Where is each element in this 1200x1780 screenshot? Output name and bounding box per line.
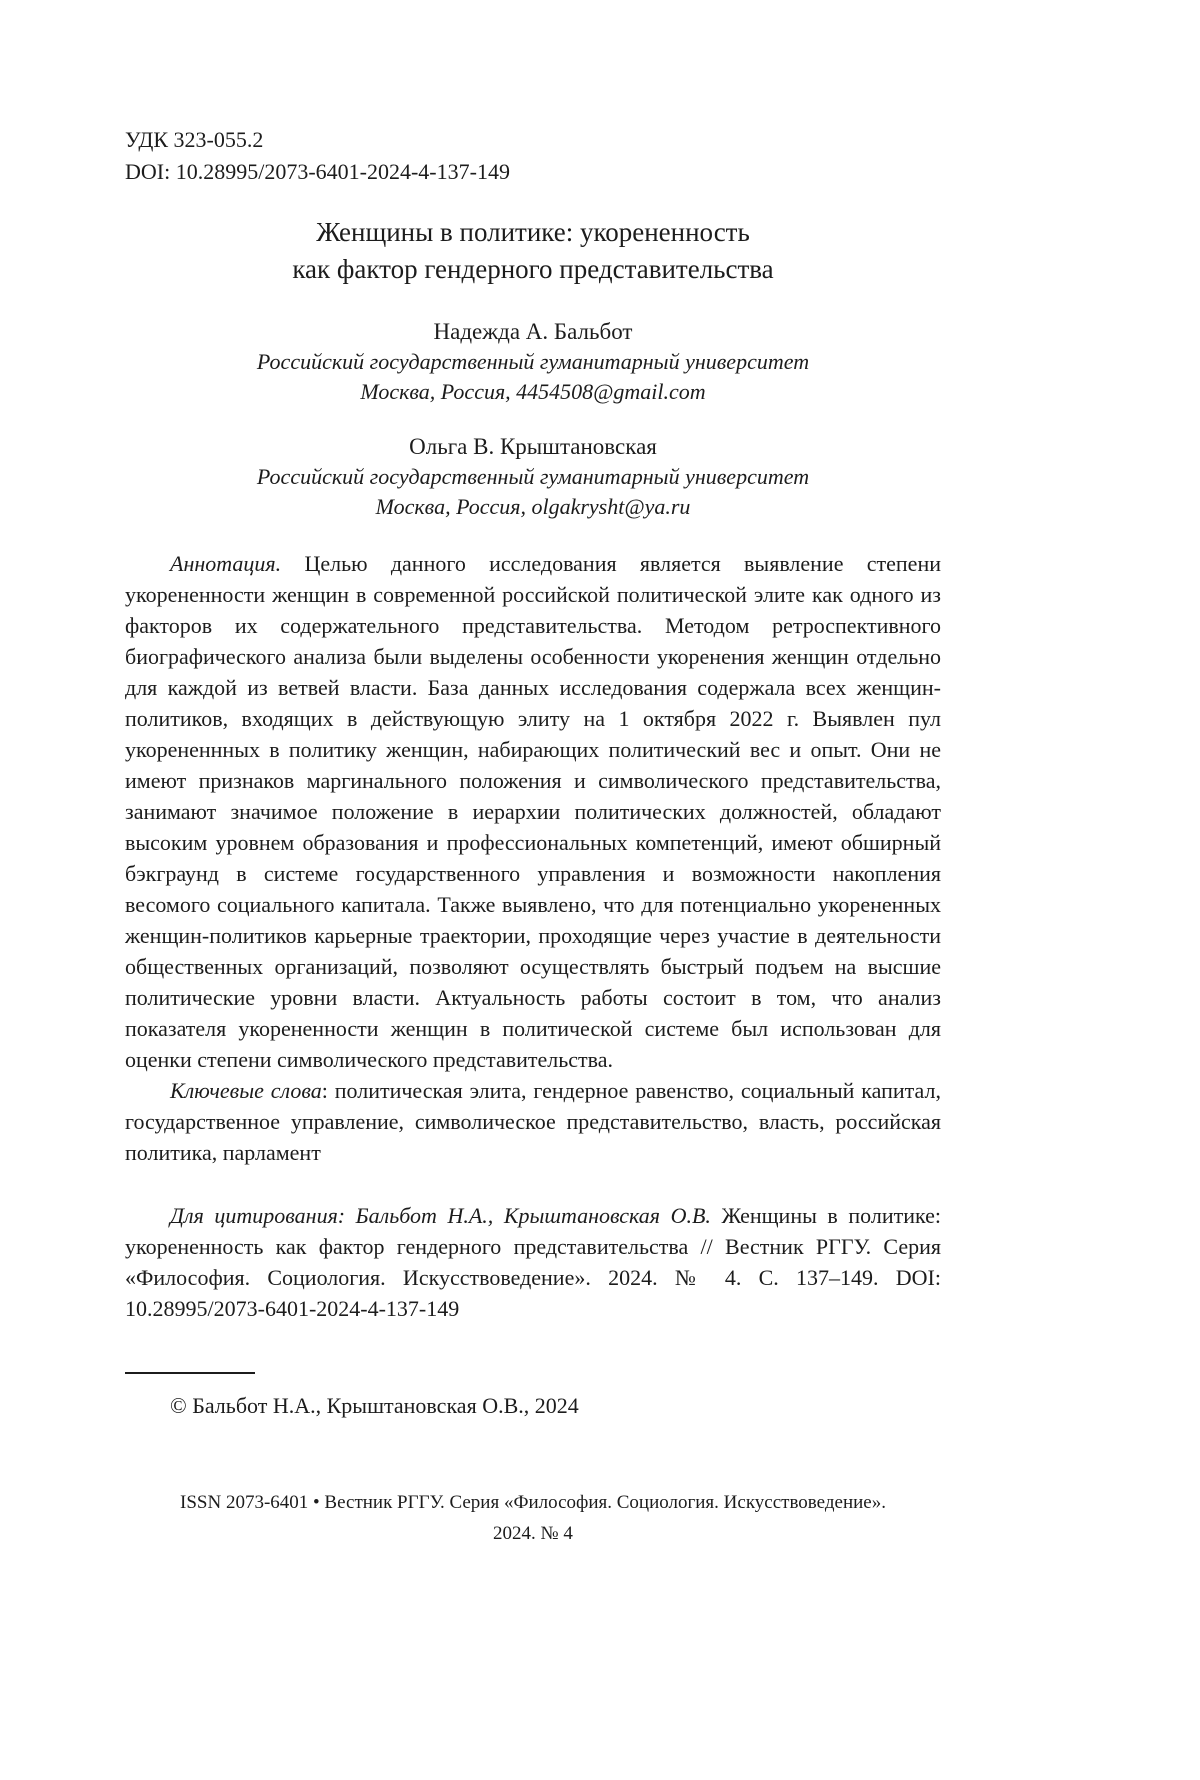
abstract-text: Целью данного исследования является выявление степени укорененности женщин в современной российской политической элите как одного из факторов их содержательного представительства. Методом ретроспективного биографического анализа были выделены особенности укоренения женщин отдельно для каждой из ветвей власти. База данных исследования содержала всех женщин-политиков, входящих в действующую элиту на 1 октября 2022 г. Выявлен пул укорененнных в политику женщин, набирающих политический вес и опыт. Они не имеют признаков маргинального положения и символического представительства, занимают значимое положение в иерархии политических должностей, обладают высоким уровнем образования и профессиональных компетенций, имеют обширный бэкграунд в системе государственного управления и возможности накопления весомого социального капитала. Также выявлено, что для потенциально укорененных женщин-политиков карьерные траектории, проходящие через участие в деятельности общественных организаций, позволяют осуществлять быстрый подъем на высшие политические уровни власти. Актуальность работы состоит в том, что анализ показателя укорененности женщин в политической системе был использован для оценки степени символического представительства. — [125, 551, 941, 1072]
citation-paragraph — [125, 1200, 941, 1324]
doi-line: DOI: 10.28995/2073-6401-2024-4-137-149 — [125, 159, 510, 184]
abstract-paragraph — [125, 548, 941, 1075]
article-title-line1: Женщины в политике: укорененность — [316, 217, 750, 247]
author-block-1 — [125, 316, 941, 407]
meta-block — [125, 124, 941, 188]
abstract-label: Аннотация. — [170, 551, 282, 576]
page-footer — [125, 1487, 941, 1549]
author-name: Ольга В. Крыштановская — [409, 434, 657, 459]
keywords-label: Ключевые слова — [170, 1078, 322, 1103]
copyright-line: © Бальбот Н.А., Крыштановская О.В., 2024 — [170, 1393, 579, 1418]
footer-line1: ISSN 2073-6401 • Вестник РГГУ. Серия «Философия. Социология. Искусствоведение». — [180, 1492, 886, 1513]
author-name: Надежда А. Бальбот — [433, 319, 633, 344]
article-title — [125, 214, 941, 288]
author-block-2 — [125, 431, 941, 522]
udk-line: УДК 323-055.2 — [125, 127, 264, 152]
author-contact: Москва, Россия, 4454508@gmail.com — [360, 379, 706, 404]
article-title-line2: как фактор гендерного представительства — [292, 254, 774, 284]
page-content — [125, 124, 941, 1421]
divider-rule — [125, 1372, 255, 1374]
footer-line2: 2024. № 4 — [493, 1523, 573, 1544]
citation-text: Женщины в политике: укорененность как фактор гендерного представительства // Вестник РГГУ. Серия «Философия. Социология. Искусствоведение». 2024. № 4. С. 137–149. DOI: 10.28995/2073-6401-2024-4-137-149 — [125, 1203, 941, 1321]
author-contact: Москва, Россия, olgakrysht@ya.ru — [375, 494, 691, 519]
keywords-paragraph — [125, 1075, 941, 1168]
keywords-text: : политическая элита, гендерное равенство, социальный капитал, государственное управление, символическое представительство, власть, российская политика, парламент — [125, 1078, 941, 1165]
author-affiliation: Российский государственный гуманитарный университет — [256, 349, 810, 374]
citation-label: Для цитирования: Бальбот Н.А., Крыштановская О.В. — [170, 1203, 711, 1228]
author-affiliation: Российский государственный гуманитарный университет — [256, 464, 810, 489]
